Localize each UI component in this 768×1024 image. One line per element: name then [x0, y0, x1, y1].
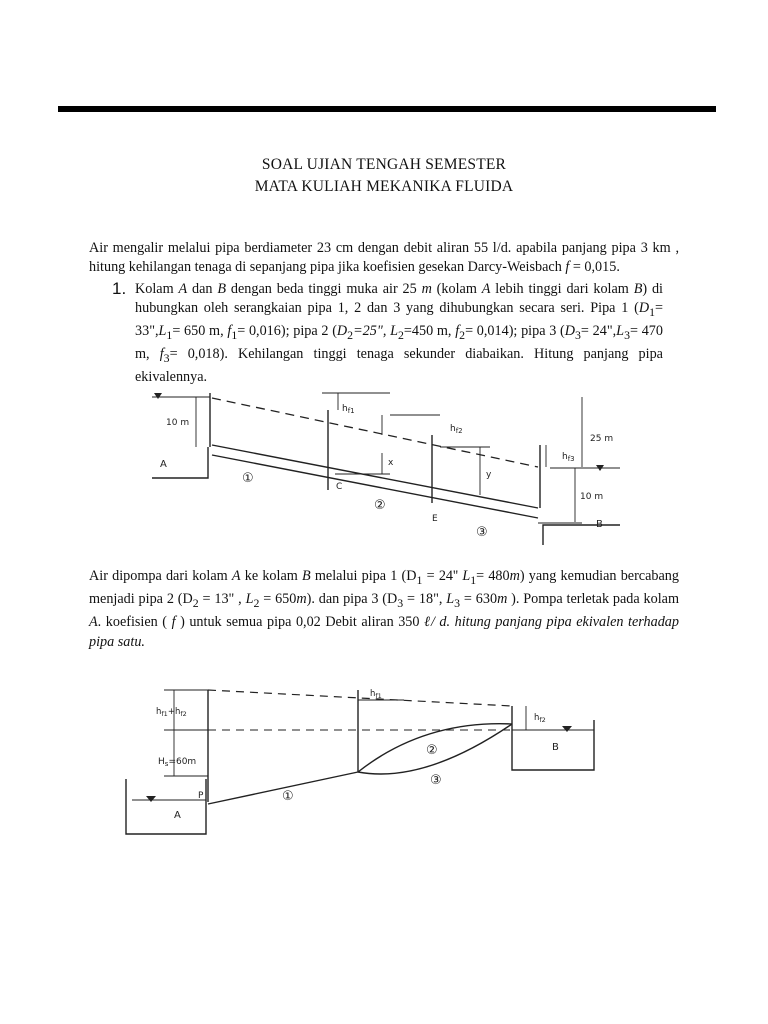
- reservoir-a-label: A: [160, 459, 167, 470]
- reservoir-b-label: B: [596, 519, 603, 530]
- reservoir-a-outline: [126, 779, 206, 834]
- hf2-label: $h_{f2}$: [450, 424, 463, 435]
- branching-pipe-diagram: [124, 676, 604, 838]
- height-25m-label: 25 m: [590, 434, 614, 444]
- exam-title: SOAL UJIAN TENGAH SEMESTER: [261, 156, 507, 173]
- problem-2-text: Air dipompa dari kolam A ke kolam B melalui pipa 1 ($D_1 = 24''$ $L_1= 480m$) yang kemudian bercabang menjadi pipa 2 ($D_2 = 13$" , $L_2 = 650m$). dan pipa 3 ($D_3 = 18$", $L_3 = 630m$ ). Pompa terletak pada kolam A. koefisien ( f ) untuk semua pipa 0,02 Debit aliran 350 ℓ/ d. hitung panjang pipa ekivalen terhadap pipa satu.: [89, 568, 680, 650]
- energy-grade-line: [208, 690, 512, 706]
- hf3-label: $h_{f3}$: [562, 452, 575, 463]
- pipe-3-marker: ③: [476, 525, 488, 540]
- intro-problem-text: Air mengalir melalui pipa berdiameter 23 cm dengan debit aliran 55 l/d. apabila panjang pipa 3 km , hitung kehilangan tenaga di sepanjang pipa jika koefisien gesekan Darcy-Weisbach f = 0,015.: [89, 240, 679, 275]
- static-head-label: $H_s=60m$: [158, 757, 197, 768]
- reservoir-b-outline: [543, 525, 620, 545]
- distance-y-label: y: [486, 470, 492, 480]
- course-title: MATA KULIAH MEKANIKA FLUIDA: [254, 178, 514, 195]
- height-10m-top-label: 10 m: [166, 418, 190, 428]
- hf1-label: $h_{f1}$: [370, 689, 382, 700]
- water-level-marker-a: [146, 796, 156, 802]
- top-rule: [58, 106, 716, 112]
- question-number: 1.: [112, 279, 127, 298]
- series-pipe-diagram: [150, 385, 620, 548]
- pipe-3-marker: ③: [430, 773, 442, 788]
- energy-grade-line: [212, 398, 538, 467]
- hf2-label: $h_{f2}$: [534, 713, 546, 724]
- water-level-marker-a: [154, 393, 162, 399]
- hf1-label: $h_{f1}$: [342, 404, 355, 415]
- problem-1-text: Kolam A dan B dengan beda tinggi muka air 25 m (kolam A lebih tinggi dari kolam B) di hubungkan oleh serangkaian pipa 1, 2 dan 3 yang dihubungkan secara seri. Pipa 1 ($D_1=$ $33",L_1= 650$ m, $f_1= 0,016$); pipa 2 ($D_2=25$", $L_2=450$ m, $f_2= 0,014$); pipa 3 ($D_3=$ $24",L_3= 470$ m, $f_3= 0,018$). Kehilangan tinggi tenaga sekunder diabaikan. Hitung panjang pipa ekivalennya.: [135, 281, 663, 386]
- pump-p-label: P: [198, 791, 204, 801]
- pipe-1-marker: ①: [242, 471, 254, 486]
- distance-x-label: x: [388, 458, 394, 468]
- reservoir-b-label: B: [552, 742, 559, 753]
- hf1-hf2-label: $h_{f1}+h_{f2}$: [156, 707, 187, 718]
- junction-c-label: C: [336, 482, 343, 492]
- height-10m-bottom-label: 10 m: [580, 492, 604, 502]
- water-level-marker-b: [562, 726, 572, 732]
- pipe-1-marker: ①: [282, 789, 294, 804]
- junction-e-label: E: [432, 514, 438, 524]
- reservoir-a-label: A: [174, 810, 181, 821]
- pipe-2-marker: ②: [426, 743, 438, 758]
- pipe-2-marker: ②: [374, 498, 386, 513]
